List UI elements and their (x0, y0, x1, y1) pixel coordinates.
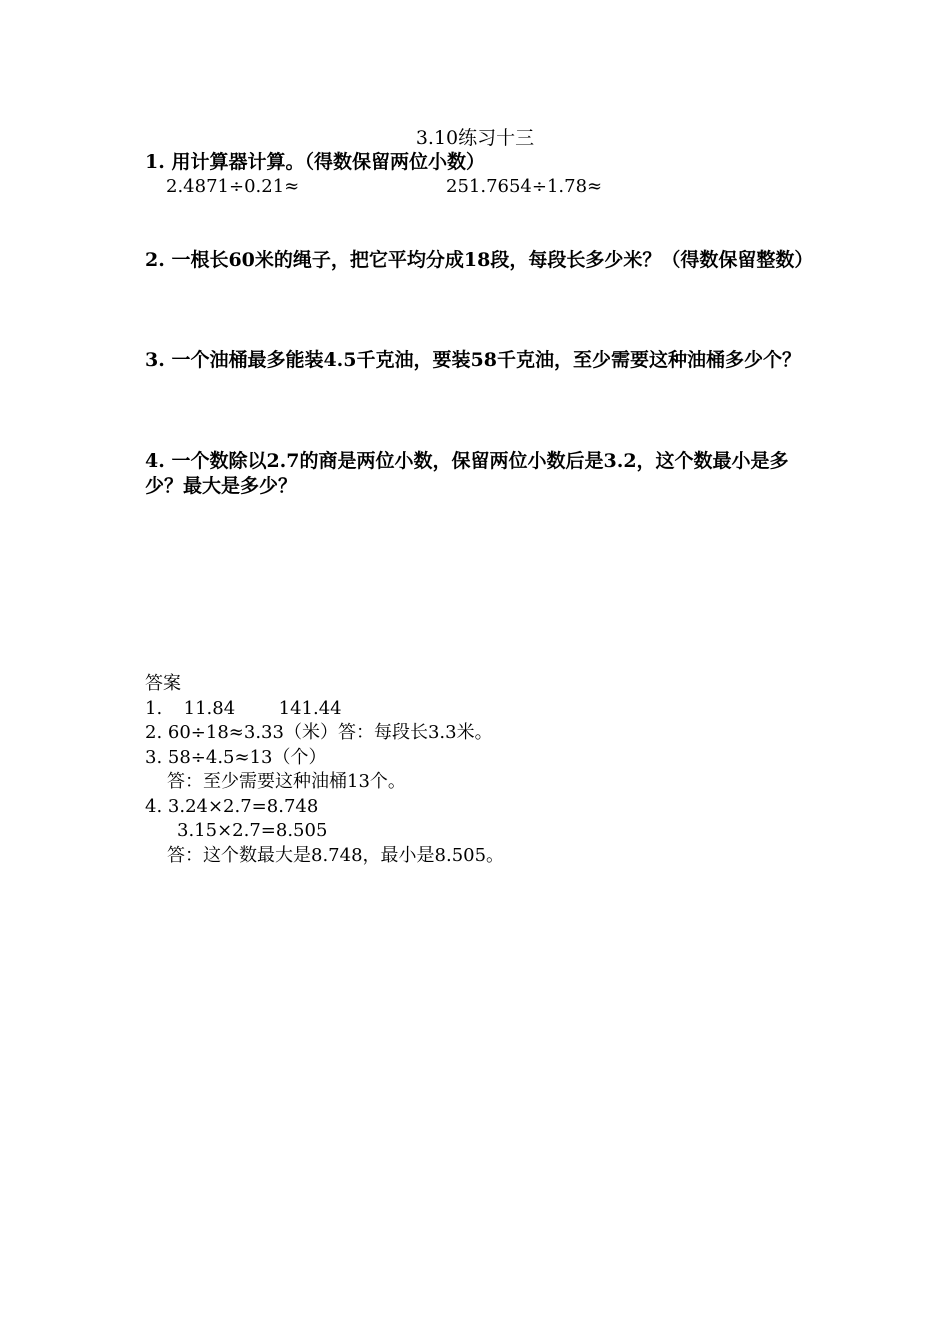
answer-1-number: 1. (145, 697, 163, 719)
answer-section (145, 672, 810, 868)
answer-4-statement: 答：这个数最大是8.748，最小是8.505。 (167, 844, 505, 866)
expression-2: 251.7654÷1.78≈ (446, 176, 603, 197)
answer-3-calculation: 3. 58÷4.5≈13（个） (145, 746, 327, 768)
answer-heading: 答案 (145, 673, 181, 694)
question-2: 2. 一根长60米的绳子，把它平均分成18段，每段长多少米？（得数保留整数） (145, 249, 814, 271)
answer-1 (145, 697, 810, 722)
answer-1-value-1: 11.84 (183, 697, 236, 719)
answer-2: 2. 60÷18≈3.33（米）答：每段长3.3米。 (145, 722, 493, 743)
question-4: 4. 一个数除以2.7的商是两位小数，保留两位小数后是3.2，这个数最小是多少？最大是多少？ (145, 450, 789, 497)
answer-4-calculation-2: 3.15×2.7=8.505 (177, 820, 328, 841)
expression-1: 2.4871÷0.21≈ (166, 176, 300, 197)
answer-3-statement: 答：至少需要这种油桶13个。 (167, 771, 406, 792)
question-3: 3. 一个油桶最多能装4.5千克油，要装58千克油，至少需要这种油桶多少个？ (145, 349, 801, 371)
answer-4-calculation-1: 4. 3.24×2.7=8.748 (145, 795, 319, 817)
page-title: 3.10练习十三 (415, 127, 535, 149)
answer-1-value-2: 141.44 (278, 697, 342, 719)
question-1: 1. 用计算器计算。（得数保留两位小数） (145, 151, 485, 173)
